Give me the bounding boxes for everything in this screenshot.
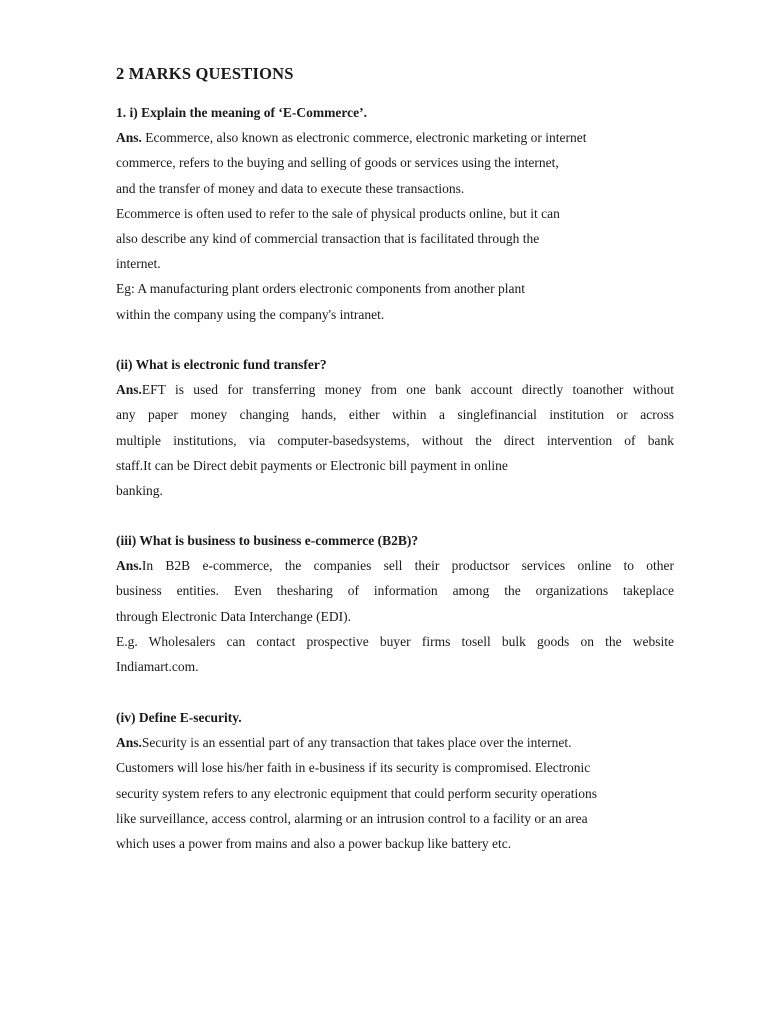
- question-block-2: [116, 352, 674, 503]
- answer-text: Security is an essential part of any transaction that takes place over the internet.: [141, 735, 572, 751]
- answer-line: any paper money changing hands, either within a singlefinancial institution or across: [116, 407, 674, 423]
- question-block-1: [116, 100, 674, 327]
- answer-label: Ans.: [116, 382, 142, 398]
- answer-line: business entities. Even thesharing of information among the organizations takeplace: [116, 583, 674, 599]
- answer-line: like surveillance, access control, alarming or an intrusion control to a facility or an area: [116, 810, 588, 826]
- question-block-4: [116, 705, 674, 856]
- answer-line: commerce, refers to the buying and selling of goods or services using the internet,: [116, 155, 559, 171]
- answer-text: Ecommerce, also known as electronic commerce, electronic marketing or internet: [141, 130, 587, 146]
- answer-text: In B2B e-commerce, the companies sell their productsor services online to other: [141, 558, 674, 574]
- answer-label: Ans.: [116, 558, 142, 574]
- answer-line: and the transfer of money and data to execute these transactions.: [116, 180, 465, 196]
- answer-line: within the company using the company's intranet.: [116, 306, 385, 322]
- answer-label: Ans.: [116, 130, 142, 146]
- answer-line: [116, 125, 674, 150]
- answer-line: Eg: A manufacturing plant orders electronic components from another plant: [116, 281, 526, 297]
- question-1-heading: 1. i) Explain the meaning of ‘E-Commerce’.: [116, 105, 367, 120]
- answer-line: also describe any kind of commercial transaction that is facilitated through the: [116, 230, 540, 246]
- answer-line: [116, 730, 674, 755]
- answer-line: which uses a power from mains and also a power backup like battery etc.: [116, 835, 512, 851]
- answer-line: internet.: [116, 256, 161, 272]
- answer-line: Customers will lose his/her faith in e-business if its security is compromised. Electronic: [116, 760, 591, 776]
- answer-line: banking.: [116, 482, 163, 498]
- answer-line: [116, 553, 674, 578]
- answer-line: multiple institutions, via computer-basedsystems, without the direct intervention of bank: [116, 432, 674, 448]
- answer-line: Indiamart.com.: [116, 658, 199, 674]
- page-title: 2 MARKS QUESTIONS: [116, 64, 294, 83]
- answer-line: E.g. Wholesalers can contact prospective buyer firms tosell bulk goods on the website: [116, 633, 674, 649]
- answer-line: through Electronic Data Interchange (EDI).: [116, 608, 352, 624]
- answer-line: [116, 377, 674, 402]
- answer-line: Ecommerce is often used to refer to the sale of physical products online, but it can: [116, 205, 560, 221]
- question-2-heading: (ii) What is electronic fund transfer?: [116, 357, 327, 372]
- answer-label: Ans.: [116, 735, 142, 751]
- answer-line: security system refers to any electronic equipment that could perform security operations: [116, 785, 597, 801]
- answer-text: EFT is used for transferring money from one bank account directly toanother without: [141, 382, 674, 398]
- question-block-3: [116, 528, 674, 679]
- question-3-heading: (iii) What is business to business e-commerce (B2B)?: [116, 533, 419, 548]
- question-4-heading: (iv) Define E-security.: [116, 710, 242, 725]
- answer-line: staff.It can be Direct debit payments or Electronic bill payment in online: [116, 457, 508, 473]
